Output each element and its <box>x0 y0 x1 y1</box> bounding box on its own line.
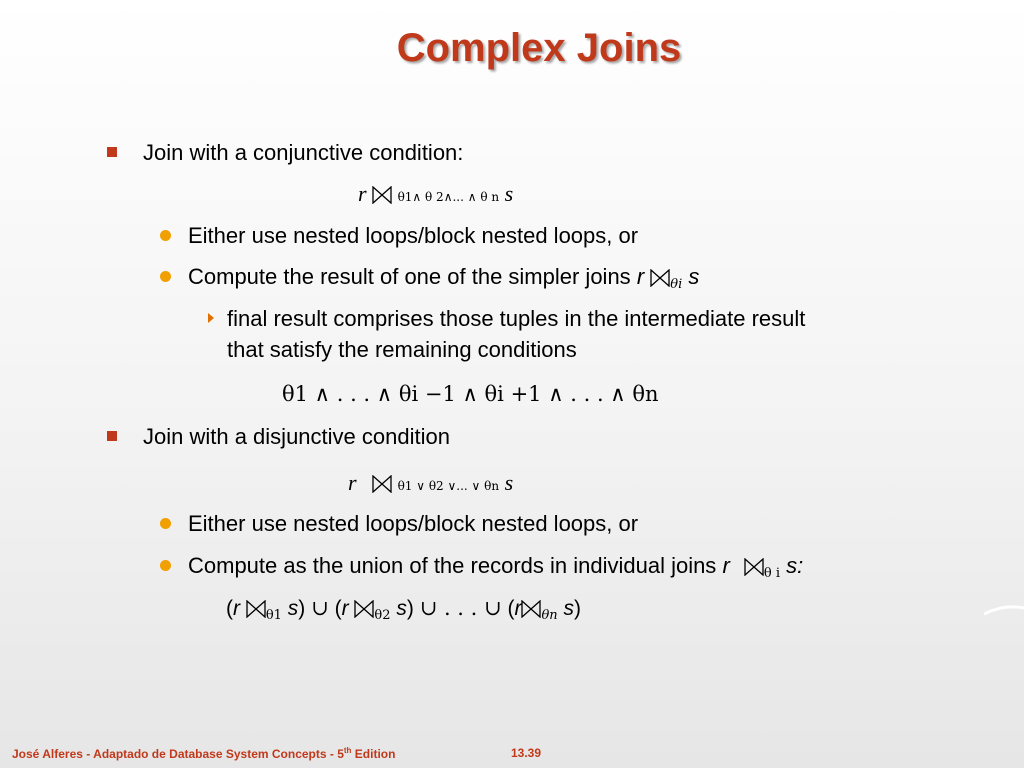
square-bullet-icon <box>107 147 117 157</box>
relation-r: r <box>358 181 367 206</box>
relation-s: s: <box>786 553 804 578</box>
join-icon <box>354 600 374 618</box>
relation-r: r <box>722 553 730 578</box>
bullet-text <box>188 553 803 581</box>
join-icon <box>521 600 541 618</box>
join-condition: θ1 <box>265 608 282 623</box>
relation-s: s <box>396 597 407 620</box>
conjunctive-join-formula <box>358 181 513 207</box>
relation-s: s <box>688 264 700 289</box>
relation-r: r <box>341 597 349 620</box>
union-symbol: ∪ <box>311 596 329 620</box>
join-icon <box>650 269 670 287</box>
bullet-text: Either use nested loops/block nested loops, or <box>188 223 639 248</box>
join-condition: θn <box>541 608 558 623</box>
relation-r: r <box>636 264 645 289</box>
relation-s: s <box>504 470 514 495</box>
join-icon <box>246 600 266 618</box>
join-icon <box>372 186 392 204</box>
page-number: 13.39 <box>511 746 542 760</box>
round-bullet-icon <box>160 230 171 241</box>
bullet-text: Join with a disjunctive condition <box>143 424 450 449</box>
join-condition: θ1 ∨ θ2 ∨... ∨ θn <box>397 479 500 493</box>
round-bullet-icon <box>160 271 171 282</box>
join-condition: θ i <box>763 566 781 581</box>
join-condition: θ1∧ θ 2∧... ∧ θ n <box>397 190 500 204</box>
footer-text: José Alferes - Adaptado de Database System Concepts - 5th Edition <box>12 746 396 761</box>
bullet-text <box>188 264 699 292</box>
disjunctive-join-formula <box>348 470 513 496</box>
relation-s: s <box>563 597 574 620</box>
remaining-conditions-formula: θ1 ∧ . . . ∧ θi −1 ∧ θi +1 ∧ . . . ∧ θn <box>282 382 659 406</box>
relation-s: s <box>504 181 514 206</box>
arrow-bullet-icon <box>208 313 214 323</box>
bullet-text-part: Compute the result of one of the simpler joins <box>188 264 631 289</box>
join-icon <box>744 558 764 576</box>
relation-r: r <box>233 597 240 620</box>
relation-r: r <box>514 597 522 620</box>
bullet-text: final result comprises those tuples in the intermediate result <box>227 306 806 331</box>
bullet-text: Either use nested loops/block nested loops, or <box>188 511 639 536</box>
union-dots: ∪ . . . ∪ <box>419 596 502 620</box>
join-condition: θ2 <box>374 608 391 623</box>
bullet-text: that satisfy the remaining conditions <box>227 337 577 362</box>
slide-title: Complex Joins <box>396 26 682 70</box>
join-icon <box>372 475 392 493</box>
decorative-swoosh <box>984 600 1024 630</box>
relation-r: r <box>348 470 357 495</box>
bullet-text-part: Compute as the union of the records in individual joins <box>188 553 717 578</box>
join-condition: θi <box>670 277 683 292</box>
round-bullet-icon <box>160 518 171 529</box>
square-bullet-icon <box>107 431 117 441</box>
round-bullet-icon <box>160 560 171 571</box>
union-of-joins-formula: (r $_{\theta 1}$ s) ∪ (r $_{\theta 2}$ s) ∪ . . . ∪ (r $_{\theta n}$ s) <box>226 596 581 623</box>
relation-s: s <box>287 597 299 620</box>
bullet-text: Join with a conjunctive condition: <box>143 140 464 165</box>
